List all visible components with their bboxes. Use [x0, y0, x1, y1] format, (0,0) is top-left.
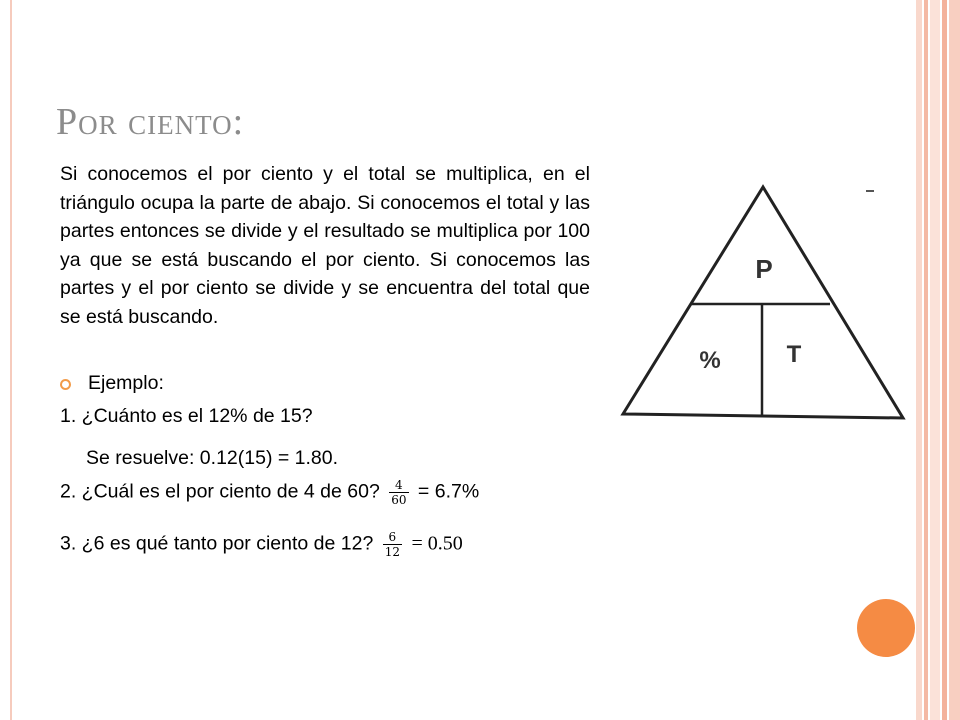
bullet-label: Ejemplo: — [88, 372, 164, 394]
fraction-numerator: 4 — [395, 478, 403, 492]
percent-triangle-diagram — [618, 182, 908, 427]
fraction-denominator: 12 — [384, 545, 401, 559]
decorative-stripes — [916, 0, 960, 720]
bullet-circle-icon — [60, 379, 71, 390]
fraction-6-12 — [383, 530, 402, 559]
question-3-result: = 0.50 — [411, 532, 463, 555]
triangle-label-percent: % — [699, 347, 721, 374]
fraction-numerator: 6 — [388, 530, 397, 544]
question-3-text: 3. ¿6 es qué tanto por ciento de 12? — [60, 532, 374, 555]
triangle-label-p: P — [755, 254, 773, 284]
slide-title: Por ciento: — [56, 101, 245, 143]
fraction-denominator: 60 — [391, 493, 407, 507]
triangle-label-t: T — [786, 341, 802, 368]
question-2 — [60, 478, 479, 507]
decorative-dash — [866, 190, 874, 192]
question-2-result: = 6.7% — [417, 480, 480, 503]
orange-circle-decoration — [857, 599, 915, 657]
solution-1: Se resuelve: 0.12(15) = 1.80. — [86, 447, 339, 469]
question-3 — [60, 530, 463, 559]
question-2-text: 2. ¿Cuál es el por ciento de 4 de 60? — [60, 480, 380, 503]
question-1: 1. ¿Cuánto es el 12% de 15? — [60, 405, 313, 427]
body-paragraph: Si conocemos el por ciento y el total se multiplica, en el triángulo ocupa la parte de abajo. Si conocemos el total y las partes entonces se divide y el resultado se multiplica por 100 ya que se está buscando el por ciento. Si conocemos las partes y el por ciento se divide y se encuentra del total que se está buscando. — [60, 163, 590, 328]
fraction-4-60 — [389, 478, 408, 507]
